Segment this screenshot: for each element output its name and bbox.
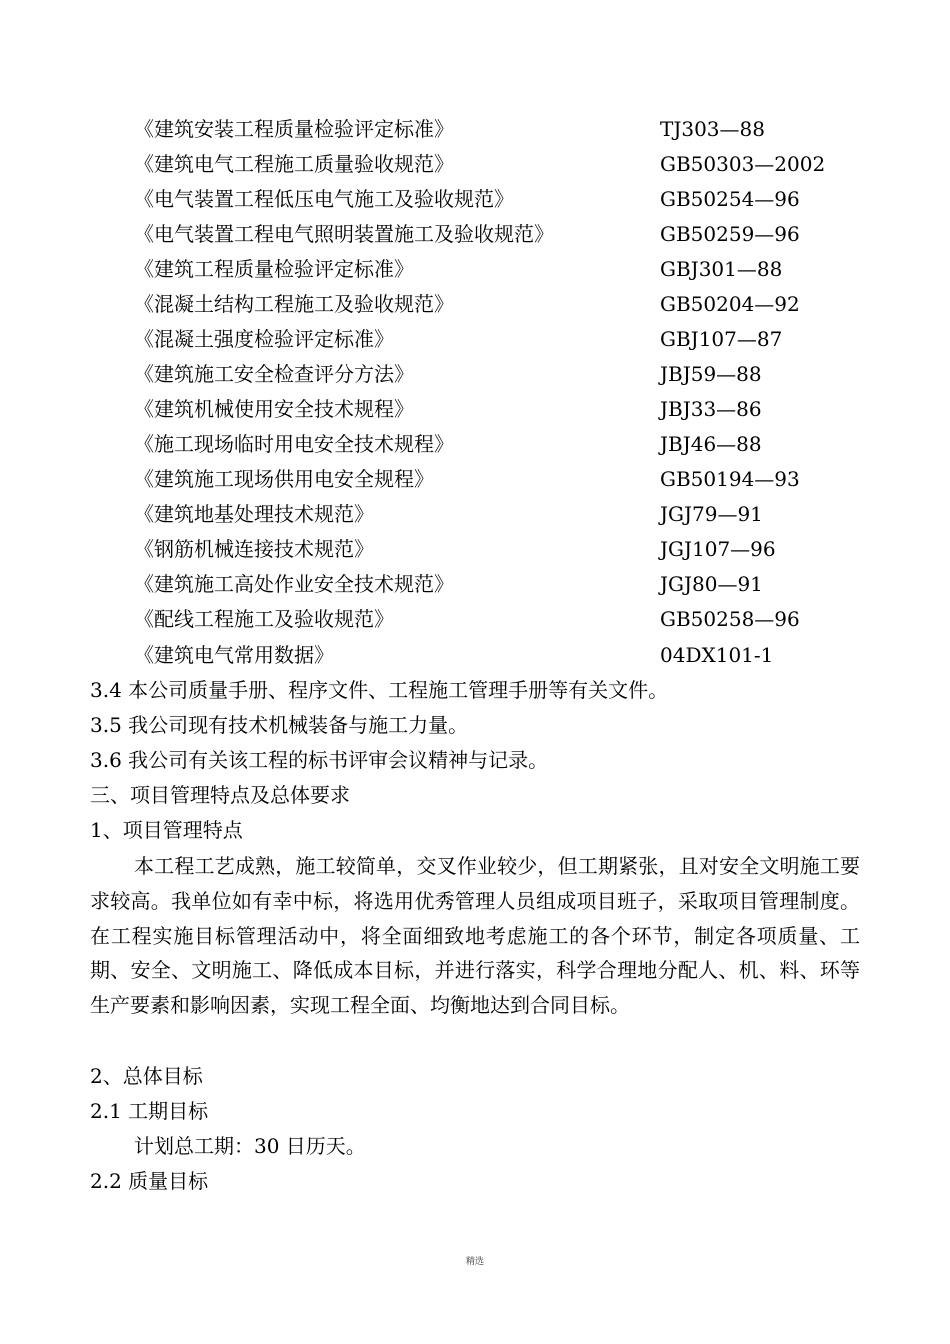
standard-code: JGJ79—91	[660, 502, 763, 526]
standard-code: JGJ80—91	[660, 572, 763, 596]
standard-code: TJ303—88	[660, 117, 765, 141]
standard-row	[0, 497, 950, 532]
standard-name: 《施工现场临时用电安全技术规程》	[134, 432, 454, 456]
schedule-paragraph: 计划总工期：30 日历天。	[134, 1134, 366, 1158]
standard-row	[0, 392, 950, 427]
standard-name: 《建筑施工安全检查评分方法》	[134, 362, 414, 386]
subsection-heading: 2.2 质量目标	[90, 1169, 209, 1193]
standard-name: 《混凝土强度检验评定标准》	[134, 327, 394, 351]
standard-code: GB50259—96	[660, 222, 800, 246]
standard-name: 《建筑机械使用安全技术规程》	[134, 397, 414, 421]
subsection-heading: 2、总体目标	[90, 1064, 203, 1088]
standard-row	[0, 322, 950, 357]
standard-row	[0, 252, 950, 287]
standard-code: JBJ33—86	[660, 397, 762, 421]
page-footer: 精选	[465, 1257, 484, 1267]
standard-row	[0, 567, 950, 602]
standard-name: 《建筑施工现场供用电安全规程》	[134, 467, 434, 491]
standard-code: JBJ59—88	[660, 362, 762, 386]
standard-name: 《钢筋机械连接技术规范》	[134, 537, 374, 561]
standard-name: 《建筑电气常用数据》	[134, 643, 334, 667]
standard-row	[0, 462, 950, 497]
standard-name: 《建筑施工高处作业安全技术规范》	[134, 572, 454, 596]
item-3-4: 3.4 本公司质量手册、程序文件、工程施工管理手册等有关文件。	[90, 678, 669, 702]
standard-name: 《电气装置工程低压电气施工及验收规范》	[134, 187, 514, 211]
standard-code: GB50303—2002	[660, 152, 826, 176]
standard-row	[0, 112, 950, 147]
item-3-5: 3.5 我公司现有技术机械装备与施工力量。	[90, 713, 469, 737]
section-heading: 三、项目管理特点及总体要求	[90, 783, 350, 807]
standard-code: JGJ107—96	[660, 537, 776, 561]
standard-code: 04DX101-1	[660, 643, 774, 667]
standard-name: 《配线工程施工及验收规范》	[134, 607, 394, 631]
standard-row	[0, 217, 950, 252]
standard-code: GBJ107—87	[660, 327, 783, 351]
standard-row	[0, 182, 950, 217]
subsection-heading: 1、项目管理特点	[90, 818, 243, 842]
standard-code: GBJ301—88	[660, 257, 783, 281]
standard-row	[0, 427, 950, 462]
standard-row	[0, 147, 950, 182]
standard-name: 《建筑工程质量检验评定标准》	[134, 257, 414, 281]
standard-code: GB50258—96	[660, 607, 800, 631]
standard-row	[0, 532, 950, 567]
standard-name: 《建筑地基处理技术规范》	[134, 502, 374, 526]
item-3-6: 3.6 我公司有关该工程的标书评审会议精神与记录。	[90, 748, 549, 772]
standard-row	[0, 287, 950, 322]
standard-row	[0, 638, 950, 673]
standard-code: GB50254—96	[660, 187, 800, 211]
standard-name: 《建筑安装工程质量检验评定标准》	[134, 117, 454, 141]
standard-name: 《建筑电气工程施工质量验收规范》	[134, 152, 454, 176]
standard-name: 《混凝土结构工程施工及验收规范》	[134, 292, 454, 316]
standard-code: GB50194—93	[660, 467, 800, 491]
standard-row	[0, 357, 950, 392]
standard-code: GB50204—92	[660, 292, 800, 316]
subsection-heading: 2.1 工期目标	[90, 1099, 209, 1123]
standard-code: JBJ46—88	[660, 432, 762, 456]
standard-name: 《电气装置工程电气照明装置施工及验收规范》	[134, 222, 554, 246]
management-paragraph: 本工程工艺成熟，施工较简单，交叉作业较少，但工期紧张，且对安全文明施工要求较高。我单位如有幸中标，将选用优秀管理人员组成项目班子，采取项目管理制度。在工程实施目标管理活动中，将全面细致地考虑施工的各个环节，制定各项质量、工期、安全、文明施工、降低成本目标，并进行落实，科学合理地分配人、机、料、环等生产要素和影响因素，实现工程全面、均衡地达到合同目标。	[90, 854, 860, 1018]
standard-row	[0, 602, 950, 637]
